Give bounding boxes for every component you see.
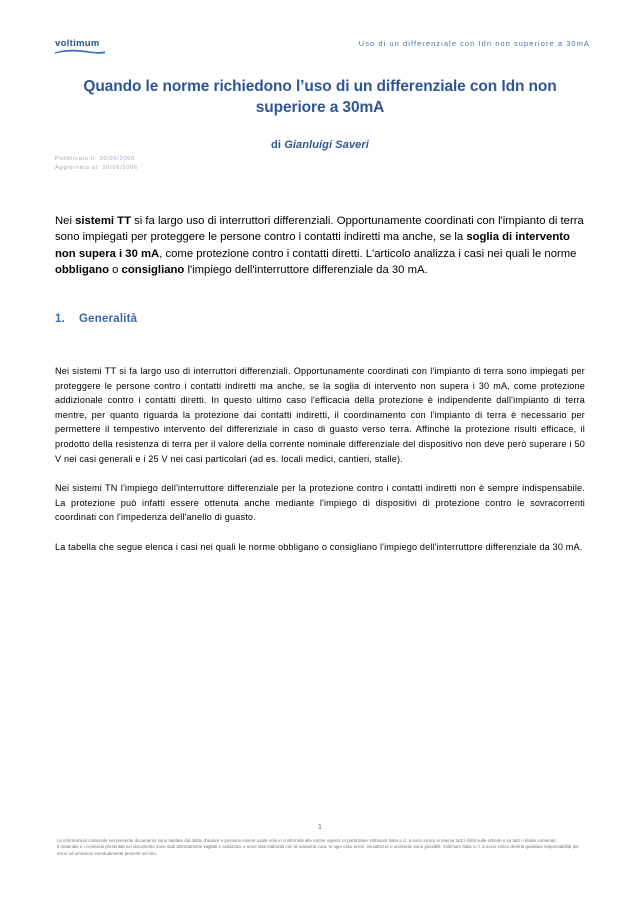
document-header [55, 36, 590, 58]
updated-date: Aggiornato al: 30/06/2006 [55, 164, 138, 171]
published-date: Pubblicato il: 30/06/2006 [55, 156, 136, 162]
abstract-bold-1: sistemi TT [75, 215, 131, 227]
disclaimer-line: Le informazioni contenute nel presente documento sono tutelate dal diritto d'autore e possono essere usate solo in conformità alle norme vigenti. In particolare Voltimum Italia s.r.l. a socio Unico si riserva tutti i diritti sulle schede e su tutti i relativi contenuti. [57, 838, 557, 843]
disclaimer-line: Il materiale e i contenuti presentati nel documento sono stati attentamente vagliati e analizzati, e sono stati elaborati con la massima cura. In ogni caso errori, inesattezze e omissioni sono possibili. Voltimum Italia s.r.l. a socio Unico declina qualsiasi responsabilità per errori od omissioni eventualmente presenti nel sito. [57, 844, 580, 856]
body-paragraph: Nei sistemi TN l'impiego dell'interruttore differenziale per la protezione contro i contatti indiretti non è sempre indispensabile. La protezione può infatti essere ottenuta anche mediante l'impiego di dispositivi di protezione contro le sovracorrenti coordinati con l'impedenza dell'anello di guasto. [55, 483, 585, 523]
abstract-bold-4: consigliano [121, 264, 185, 277]
publication-dates [55, 155, 138, 172]
body-paragraph: La tabella che segue elenca i casi nei quali le norme obbligano o consigliano l'impiego dell'interruttore differenziale da 30 mA. [55, 541, 583, 552]
section-heading-generalita [55, 313, 137, 325]
author-prefix: di [271, 139, 285, 151]
title-block [72, 76, 568, 151]
footer-disclaimer [57, 838, 585, 857]
logo-wordmark: voltimum [55, 38, 100, 49]
voltimum-logo [55, 38, 107, 56]
running-header-title: Uso di un differenziale con Idn non superiore a 30mA [358, 39, 590, 48]
abstract-paragraph [55, 213, 585, 279]
author-line [72, 139, 568, 151]
section-title: Generalità [79, 313, 138, 325]
body-paragraph: Nei sistemi TT si fa largo uso di interruttori differenziali. Opportunamente coordinati con l'impianto di terra sono impiegati per proteggere le persone contro i contatti indiretti ma anche, se la soglia di intervento non supera i 30 mA, come protezione addizionale contro i contatti diretti. In questo ultimo caso l'efficacia della protezione è indipendente dall'impianto di terra mentre, per quanto riguarda la protezione dai contatti indiretti, il coordinamento con l'impianto di terra è necessario per permettere il tempestivo intervento del differenziale in caso di guasto verso terra. Affinché la protezione risulti efficace, il prodotto della resistenza di terra per il valore della corrente nominale differenziale del dispositivo non deve però superare i 50 V nei casi generali e i 25 V nei casi particolari (ad es. locali medici, cantieri, stalle). [55, 366, 585, 464]
author-name: Gianluigi Saveri [284, 139, 369, 151]
abstract-text-3: , come protezione contro i contatti diretti. L'articolo analizza i casi nei quali le norme [159, 247, 577, 260]
abstract-text-5: l'impiego dell'interruttore differenziale da 30 mA. [184, 264, 428, 277]
abstract-text-2: si fa largo uso di interruttori differenziali. Opportunamente coordinati con l'impianto di terra sono impiegati per proteggere le persone contro i contatti indiretti ma anche, se la [55, 215, 584, 244]
abstract-bold-3: obbligano [55, 264, 109, 277]
page-title: Quando le norme richiedono l’uso di un differenziale con Idn non superiore a 30mA [83, 78, 557, 116]
abstract-text-4: o [108, 264, 122, 277]
section-number: 1. [55, 313, 65, 325]
logo-swoosh-icon [55, 49, 105, 54]
page-number: 1 [318, 824, 322, 831]
body-content [55, 364, 585, 555]
abstract-text-1: Nei [55, 215, 76, 227]
abstract-bold-2: soglia di intervento non supera i 30 mA [55, 231, 570, 260]
